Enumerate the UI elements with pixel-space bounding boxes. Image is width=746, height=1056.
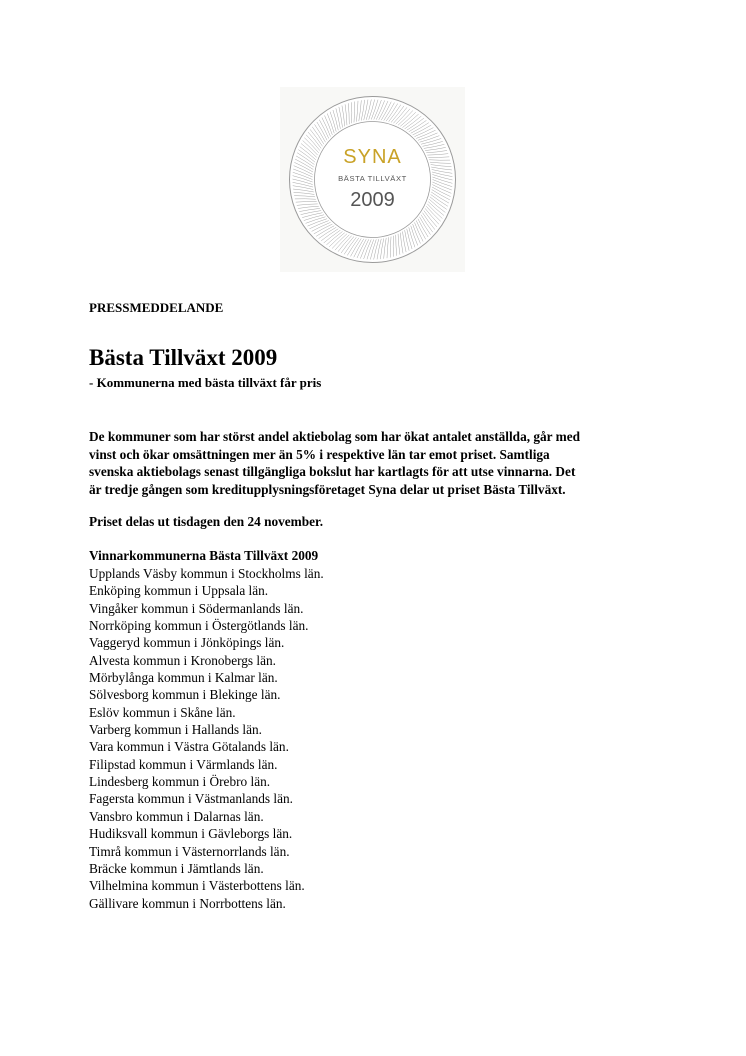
- list-item: Mörbylånga kommun i Kalmar län.: [89, 670, 278, 686]
- list-item: Timrå kommun i Västernorrlands län.: [89, 843, 290, 859]
- page-title: Bästa Tillväxt 2009: [89, 345, 278, 370]
- list-item: Upplands Väsby kommun i Stockholms län.: [89, 566, 324, 581]
- winners-list: [89, 565, 324, 912]
- lead-line: De kommuner som har störst andel aktiebolag som har ökat antalet anställda, går med: [89, 429, 581, 444]
- award-seal-logo: [280, 87, 465, 272]
- list-item: Norrköping kommun i Östergötlands län.: [89, 618, 309, 634]
- logo-year-text: 2009: [350, 189, 395, 211]
- list-item: Enköping kommun i Uppsala län.: [89, 583, 269, 599]
- award-date: Priset delas ut tisdagen den 24 november.: [89, 514, 324, 529]
- list-item: Vingåker kommun i Södermanlands län.: [89, 600, 304, 616]
- list-item: Vaggeryd kommun i Jönköpings län.: [89, 635, 285, 651]
- list-item: Alvesta kommun i Kronobergs län.: [89, 652, 276, 668]
- logo-brand-text: SYNA: [343, 146, 402, 168]
- list-item: Bräcke kommun i Jämtlands län.: [89, 860, 264, 876]
- list-item: Hudiksvall kommun i Gävleborgs län.: [89, 826, 293, 842]
- lead-line: är tredje gången som kreditupplysningsföretaget Syna delar ut priset Bästa Tillväxt.: [89, 481, 566, 497]
- list-item: Vilhelmina kommun i Västerbottens län.: [89, 878, 305, 894]
- logo-award-text: BÄSTA TILLVÄXT: [338, 174, 407, 183]
- lead-line: vinst och ökar omsättningen mer än 5% i respektive län tar emot priset. Samtliga: [89, 446, 550, 462]
- lead-paragraph: [89, 428, 689, 498]
- lead-line: svenska aktiebolags senast tillgängliga bokslut har kartlagts för att utse vinnarna. Det: [89, 464, 576, 479]
- list-item: Eslöv kommun i Skåne län.: [89, 704, 236, 720]
- list-item: Vara kommun i Västra Götalands län.: [89, 739, 289, 755]
- list-item: Lindesberg kommun i Örebro län.: [89, 774, 271, 790]
- list-item: Vansbro kommun i Dalarnas län.: [89, 808, 264, 824]
- page-subtitle: - Kommunerna med bästa tillväxt får pris: [89, 375, 322, 390]
- list-item: Filipstad kommun i Värmlands län.: [89, 756, 278, 772]
- list-item: Fagersta kommun i Västmanlands län.: [89, 791, 293, 807]
- list-item: Varberg kommun i Hallands län.: [89, 722, 262, 738]
- list-item: Sölvesborg kommun i Blekinge län.: [89, 687, 281, 703]
- document-label: PRESSMEDDELANDE: [89, 300, 224, 315]
- award-seal-graphic: [280, 87, 465, 272]
- list-item: Gällivare kommun i Norrbottens län.: [89, 895, 286, 911]
- winners-heading: Vinnarkommunerna Bästa Tillväxt 2009: [89, 548, 319, 563]
